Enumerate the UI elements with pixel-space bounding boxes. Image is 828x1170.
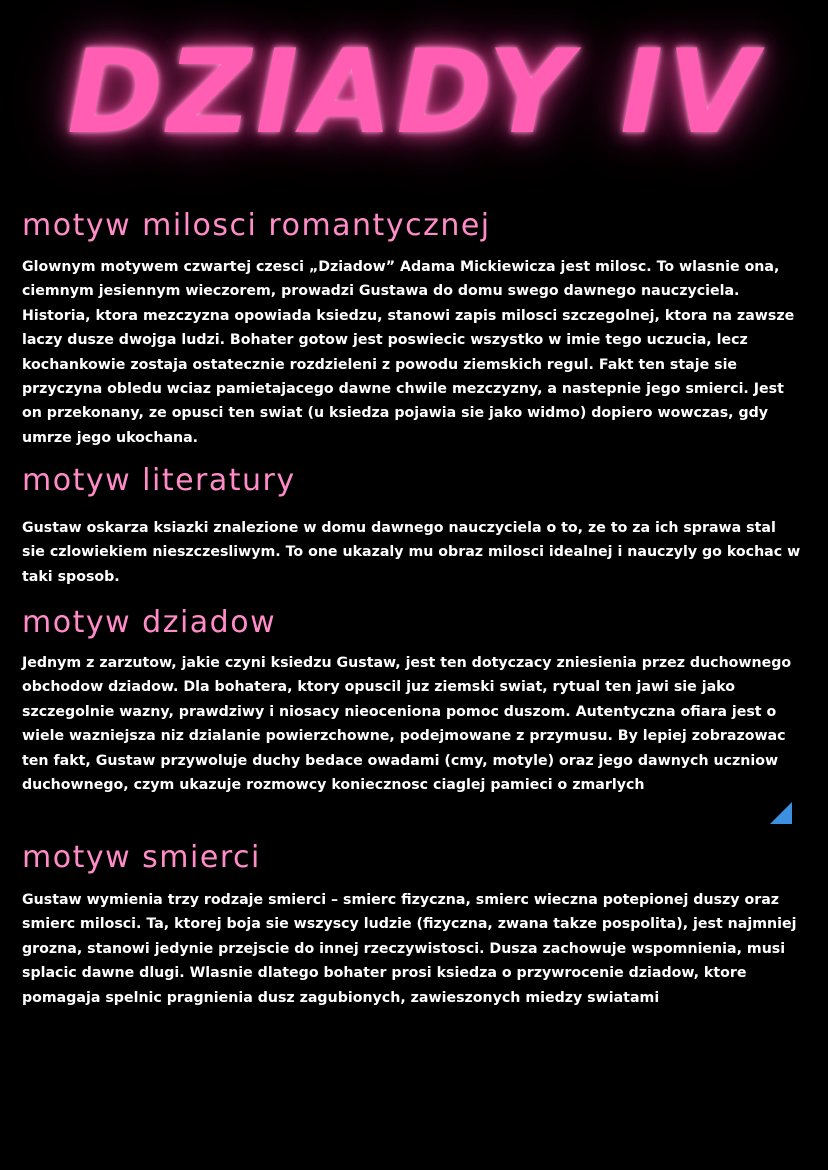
page-title: DZIADY IV (67, 25, 761, 160)
section-heading-dziady: motyw dziadow (22, 605, 277, 640)
section-heading-literature: motyw literatury (22, 463, 296, 498)
section-heading-death: motyw smierci (22, 840, 261, 875)
section-body-death: Gustaw wymienia trzy rodzaje smierci – smierc fizyczna, smierc wieczna potepionej duszy oraz smierc milosci. Ta, ktorej boja sie wszyscy ludzie (fizyczna, zwana takze pospolita), jest najmniej grozna, stanowi jedynie przejscie do innej rzeczywistosci. Dusza zachowuje wspomnienia, musi splacic dawne dlugi. Wlasnie dlatego bohater prosi ksiedza o przywrocenie dziadow, ktore pomagaja spelnic pragnienia dusz zagubionych, zawieszonych miedzy swiatami (22, 892, 797, 1006)
section-body-dziady: Jednym z zarzutow, jakie czyni ksiedzu Gustaw, jest ten dotyczacy zniesienia przez duchownego obchodow dziadow. Dla bohatera, ktory opuscil juz ziemski swiat, rytual ten jawi sie jako szczegolnie wazny, prawdziwy i niosacy nieoceniona pomoc duszom. Autentyczna ofiara jest o wiele wazniejsza niz dzialanie powierzchowne, podejmowane z przymusu. By lepiej zobrazowac ten fakt, Gustaw przywoluje duchy bedace owadami (cmy, motyle) oraz jego dawnych uczniow duchownego, czym ukazuje rozmowcy koniecznosc ciaglej pamieci o zmarlych (22, 655, 792, 794)
section-body-literature: Gustaw oskarza ksiazki znalezione w domu dawnego nauczyciela o to, ze to za ich sprawa stal sie czlowiekiem nieszczesliwym. To one ukazaly mu obraz milosci idealnej i nauczyly go kochac w taki sposob. (22, 520, 801, 585)
corner-triangle-icon (770, 802, 792, 824)
section-heading-romantic-love: motyw milosci romantycznej (22, 208, 491, 243)
section-body-romantic-love: Glownym motywem czwartej czesci „Dziadow” Adama Mickiewicza jest milosc. To wlasnie ona, ciemnym jesiennym wieczorem, prowadzi Gustawa do domu swego dawnego nauczyciela. Historia, ktora mezczyzna opowiada ksiedzu, stanowi zapis milosci szczegolnej, ktora na zawsze laczy dusze dwojga ludzi. Bohater gotow jest poswiecic wszystko w imie tego uczucia, lecz kochankowie zostaja ostatecznie rozdzieleni z powodu ziemskich regul. Fakt ten staje sie przyczyna obledu wciaz pamietajacego dawne chwile mezczyzny, a nastepnie jego smierci. Jest on przekonany, ze opusci ten swiat (u ksiedza pojawia sie jako widmo) dopiero wowczas, gdy umrze jego ukochana. (22, 259, 795, 446)
